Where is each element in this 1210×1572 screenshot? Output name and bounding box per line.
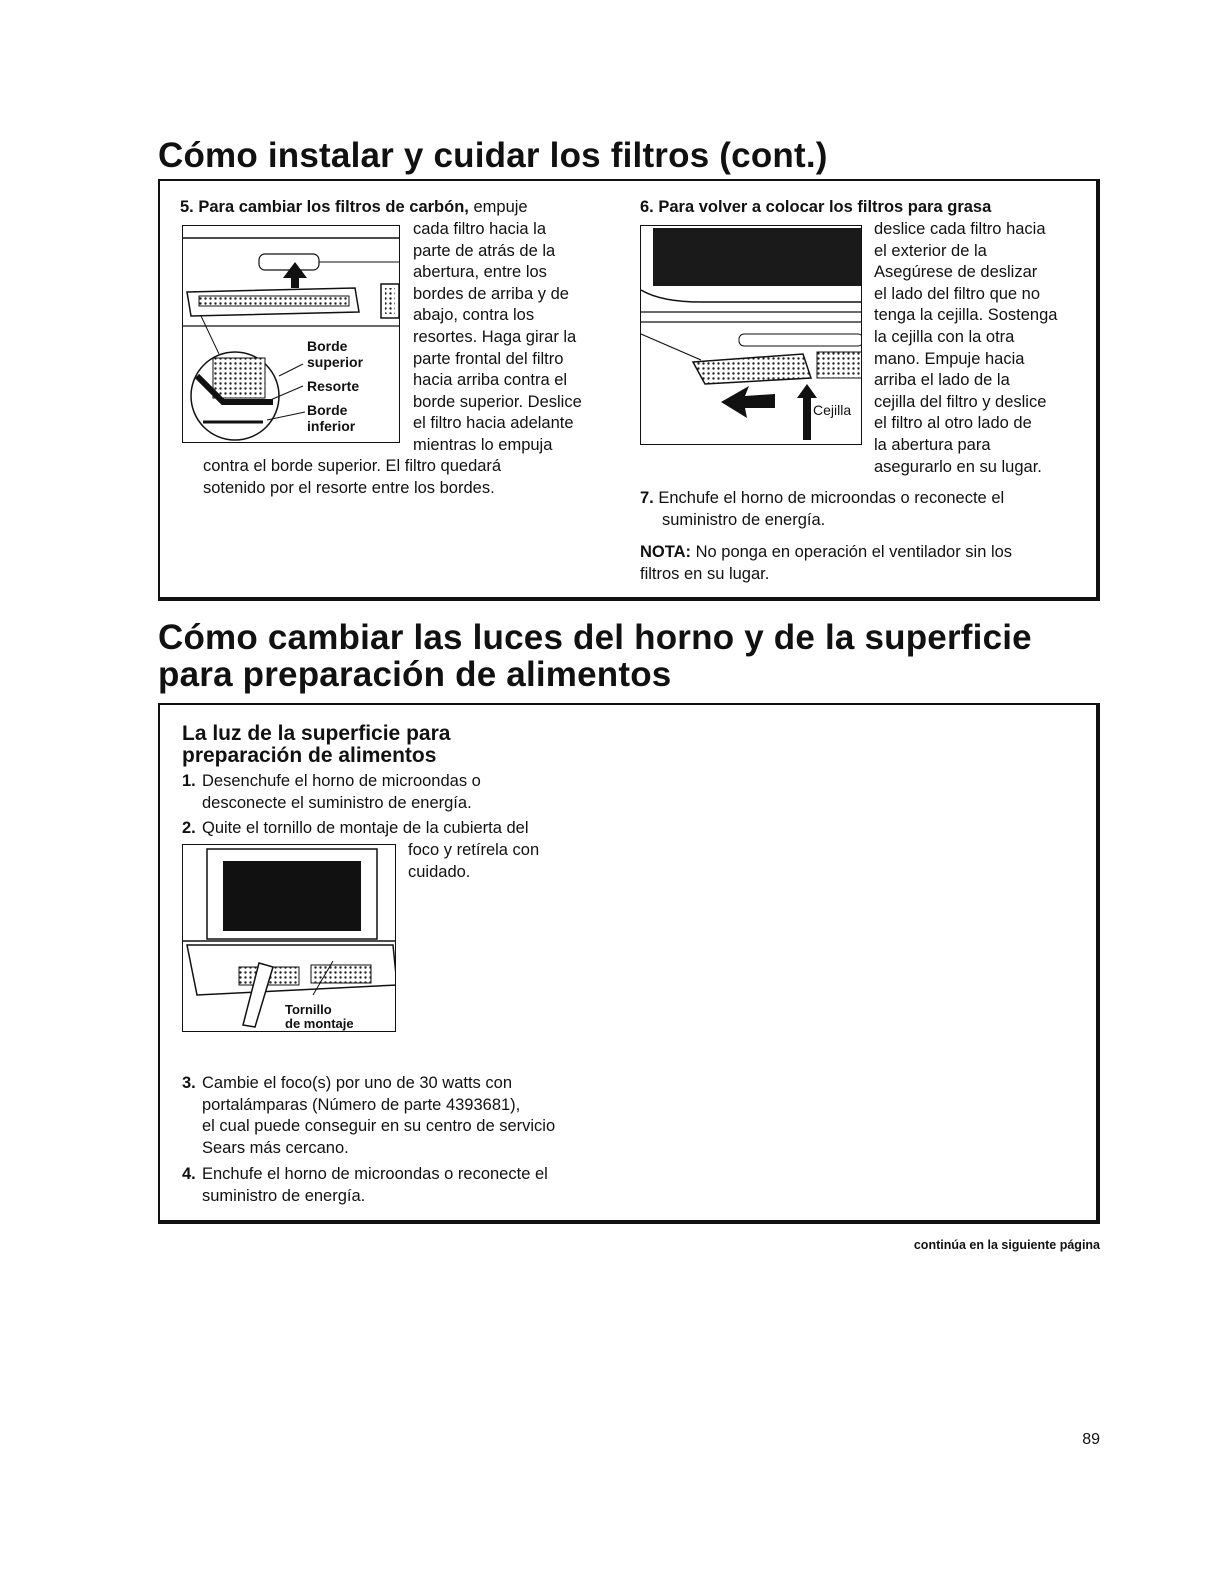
- step7-line: Enchufe el horno de microondas o reconecte el: [658, 489, 1005, 507]
- step6-line: cejilla del filtro y deslice: [874, 392, 1047, 411]
- step6-line: la abertura para: [874, 435, 991, 454]
- step6-number: 6.: [640, 198, 654, 216]
- label-top-edge: Borde superior: [307, 338, 364, 370]
- step5-number: 5.: [180, 198, 194, 216]
- step5-line: sotenido por el resorte entre los bordes.: [203, 478, 495, 497]
- step5-text-beside: [413, 219, 582, 457]
- step7-number: 7.: [640, 489, 654, 507]
- step3-line: portalámparas (Número de parte 4393681),: [202, 1095, 521, 1114]
- step6-line: Asegúrese de deslizar: [874, 263, 1038, 282]
- step5-line: hacia arriba contra el: [413, 371, 568, 390]
- step5-heading: [180, 197, 528, 219]
- step3-line: el cual puede conseguir en su centro de servicio: [202, 1117, 556, 1136]
- light-cover-figure: [182, 844, 396, 1032]
- step5-line: empuje: [473, 198, 528, 216]
- step1-line: Desenchufe el horno de microondas o: [202, 772, 481, 790]
- lights-step4: [182, 1164, 548, 1207]
- step5-line: el filtro hacia adelante: [413, 414, 574, 433]
- step3-line: Cambie el foco(s) por uno de 30 watts con: [202, 1074, 512, 1092]
- step4-line: suministro de energía.: [202, 1186, 366, 1205]
- step6-line: el filtro al otro lado de: [874, 414, 1032, 433]
- step4-line: Enchufe el horno de microondas o reconecte el: [202, 1165, 548, 1183]
- step6-line: mano. Empuje hacia: [874, 349, 1025, 368]
- step6-line: asegurarlo en su lugar.: [874, 457, 1042, 476]
- subsection-title-line1: La luz de la superficie para: [182, 722, 451, 745]
- step6-line: la cejilla con la otra: [874, 327, 1015, 346]
- label-tab: Cejilla: [813, 402, 852, 418]
- section-title-filters: Cómo instalar y cuidar los filtros (cont.): [158, 136, 828, 175]
- step6-bold: Para volver a colocar los filtros para grasa: [658, 198, 992, 216]
- note-label: NOTA:: [640, 543, 692, 561]
- step6-line: deslice cada filtro hacia: [874, 220, 1046, 238]
- step3-line: Sears más cercano.: [202, 1138, 349, 1157]
- grease-filter-figure: [640, 225, 862, 445]
- step1-number: 1.: [182, 772, 196, 790]
- continue-next-page: continúa en la siguiente página: [913, 1238, 1100, 1252]
- step2-line: cuidado.: [408, 862, 471, 881]
- label-spring: Resorte: [307, 378, 360, 394]
- step5-line: contra el borde superior. El filtro quedará: [203, 457, 502, 475]
- step4-number: 4.: [182, 1165, 196, 1183]
- subsection-title-line2: preparación de alimentos: [182, 744, 437, 767]
- lights-step3: [182, 1073, 555, 1159]
- lights-step2-line1: [182, 818, 529, 840]
- carbon-filter-illustration: [183, 226, 400, 443]
- step6-heading: [640, 197, 991, 219]
- step2-line: foco y retírela con: [408, 841, 540, 859]
- step5-text-below: [203, 456, 501, 499]
- lights-step1: [182, 771, 481, 814]
- step5-line: borde superior. Deslice: [413, 392, 582, 411]
- step3-number: 3.: [182, 1074, 196, 1092]
- note: [640, 542, 1012, 585]
- carbon-filter-figure: [182, 225, 400, 443]
- section-title-lights-line1: Cómo cambiar las luces del horno y de la superficie: [158, 618, 1032, 657]
- step6-line: arriba el lado de la: [874, 371, 1010, 390]
- lights-step2-beside: [408, 840, 539, 883]
- step6-text-beside: [874, 219, 1057, 478]
- note-line: filtros en su lugar.: [640, 564, 770, 583]
- step7-line: suministro de energía.: [662, 510, 826, 529]
- step5-bold: Para cambiar los filtros de carbón,: [198, 198, 469, 216]
- label-bottom-edge: Borde inferior: [307, 402, 356, 434]
- step7: [640, 488, 1004, 531]
- step6-line: el lado del filtro que no: [874, 284, 1041, 303]
- step6-line: tenga la cejilla. Sostenga: [874, 306, 1058, 325]
- step5-line: bordes de arriba y de: [413, 284, 569, 303]
- step5-line: abajo, contra los: [413, 306, 535, 325]
- label-mounting-screw: Tornillo de montaje: [285, 1002, 354, 1031]
- step5-line: resortes. Haga girar la: [413, 327, 577, 346]
- step5-line: abertura, entre los: [413, 263, 547, 282]
- step2-number: 2.: [182, 819, 196, 837]
- step2-line: Quite el tornillo de montaje de la cubierta del: [202, 819, 529, 837]
- step5-line: parte de atrás de la: [413, 241, 556, 260]
- page-number: 89: [1082, 1431, 1100, 1448]
- step1-line: desconecte el suministro de energía.: [202, 793, 472, 812]
- step5-line: mientras lo empuja: [413, 435, 553, 454]
- step5-line: parte frontal del filtro: [413, 349, 564, 368]
- step5-line: cada filtro hacia la: [413, 220, 546, 238]
- note-line: No ponga en operación el ventilador sin los: [691, 543, 1013, 561]
- section-title-lights-line2: para preparación de alimentos: [158, 655, 672, 694]
- step6-line: el exterior de la: [874, 241, 987, 260]
